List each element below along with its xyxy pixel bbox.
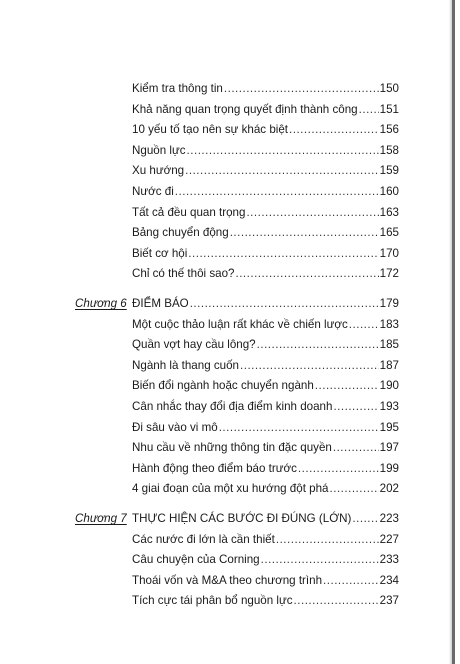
- dot-leader: [235, 265, 378, 283]
- section-entry: [132, 162, 399, 180]
- entry-title: Kiểm tra thông tin: [132, 82, 223, 95]
- dot-leader: [298, 460, 379, 478]
- entry-title: Đi sâu vào vi mô: [132, 420, 218, 434]
- dot-leader: [352, 510, 378, 528]
- dot-leader: [246, 204, 378, 222]
- entry-title: Tích cực tái phân bổ nguồn lực: [132, 594, 293, 607]
- section-entry: [132, 377, 399, 395]
- toc-row: [0, 295, 460, 313]
- entry-title: Nguồn lực: [132, 143, 186, 157]
- section-entry: [132, 80, 399, 98]
- page-number: 195: [379, 420, 399, 434]
- dot-leader: [240, 357, 379, 375]
- dot-leader: [185, 162, 379, 180]
- dot-leader: [230, 224, 379, 242]
- section-entry: [132, 121, 399, 139]
- section-entry: [132, 398, 399, 416]
- section-entry: [132, 357, 399, 375]
- entry-title: Bảng chuyển động: [132, 226, 229, 239]
- entry-title: Các nước đi lớn là cần thiết: [132, 532, 275, 546]
- entry-title: Biến đổi ngành hoặc chuyển ngành: [132, 379, 314, 392]
- toc-row: [0, 572, 460, 590]
- page-number: 227: [379, 532, 399, 546]
- entry-title: Cân nhắc thay đổi địa điểm kinh doanh: [132, 400, 333, 413]
- page-number: 183: [379, 317, 399, 331]
- dot-leader: [323, 572, 379, 590]
- dot-leader: [333, 398, 378, 416]
- section-entry: [132, 183, 399, 201]
- section-entry: [132, 101, 399, 119]
- page-number: 156: [379, 123, 399, 136]
- section-entry: [132, 439, 399, 457]
- entry-title: Ngành là thang cuốn: [132, 358, 240, 372]
- section-entry: [132, 551, 399, 569]
- dot-leader: [190, 295, 379, 313]
- page-number: 202: [379, 482, 399, 495]
- page-number: 237: [379, 594, 399, 607]
- toc-row: [0, 357, 460, 375]
- page-number: 187: [379, 358, 399, 372]
- toc-row: [0, 80, 460, 98]
- page-number: 159: [379, 164, 399, 177]
- page-number: 150: [379, 82, 399, 95]
- entry-title: Khả năng quan trọng quyết định thành công: [132, 102, 358, 116]
- toc-row: [0, 551, 460, 569]
- toc-row: [0, 460, 460, 478]
- section-entry: [132, 592, 399, 610]
- entry-title: THỰC HIỆN CÁC BƯỚC ĐI ĐÚNG (LỚN): [132, 512, 352, 525]
- entry-title: Thoái vốn và M&A theo chương trình: [132, 574, 323, 587]
- toc-row: [0, 419, 460, 437]
- page-number: 179: [379, 297, 399, 310]
- section-entry: [132, 336, 399, 354]
- page-number: 151: [379, 102, 399, 116]
- page-number: 170: [379, 246, 399, 260]
- toc-row: [0, 101, 460, 119]
- toc-row: [0, 510, 460, 528]
- section-entry: [132, 572, 399, 590]
- dot-leader: [257, 336, 379, 354]
- entry-title: Nhu cầu về những thông tin đặc quyền: [132, 441, 332, 454]
- toc-row: [0, 245, 460, 263]
- section-entry: [132, 265, 399, 283]
- page-number: 185: [379, 338, 399, 351]
- toc-row: [0, 204, 460, 222]
- toc-row: [0, 162, 460, 180]
- entry-title: 10 yếu tố tạo nên sự khác biệt: [132, 123, 289, 136]
- dot-leader: [187, 142, 379, 160]
- section-entry: [132, 480, 399, 498]
- toc-row: [0, 592, 460, 610]
- page-number: 234: [379, 574, 399, 587]
- page-number: 197: [379, 441, 399, 454]
- page-number: 165: [379, 226, 399, 239]
- toc-row: [0, 531, 460, 549]
- toc-row: [0, 439, 460, 457]
- page-number: 199: [379, 461, 399, 475]
- dot-leader: [188, 245, 378, 263]
- entry-title: ĐIỂM BÁO: [132, 297, 189, 310]
- chapter-label: Chương 7: [75, 512, 127, 525]
- toc-row: [0, 336, 460, 354]
- entry-title: Chỉ có thế thôi sao?: [132, 267, 235, 280]
- dot-leader: [294, 592, 379, 610]
- toc-row: [0, 142, 460, 160]
- toc-row: [0, 316, 460, 334]
- page-number: 160: [379, 185, 399, 198]
- toc-row: [0, 480, 460, 498]
- chapter-heading-entry: [132, 510, 399, 528]
- page-number: 193: [379, 400, 399, 413]
- dot-leader: [224, 80, 379, 98]
- entry-title: Nước đi: [132, 185, 174, 198]
- toc-row: [0, 377, 460, 395]
- page-number: 233: [379, 553, 399, 566]
- entry-title: Hành động theo điểm báo trước: [132, 461, 297, 475]
- page-number: 163: [379, 205, 399, 219]
- dot-leader: [349, 316, 379, 334]
- dot-leader: [330, 480, 379, 498]
- entry-title: Một cuộc thảo luận rất khác về chiến lược: [132, 317, 348, 331]
- entry-title: Câu chuyện của Corning: [132, 553, 260, 566]
- section-entry: [132, 142, 399, 160]
- dot-leader: [333, 439, 379, 457]
- toc-row: [0, 121, 460, 139]
- entry-title: Xu hướng: [132, 164, 185, 177]
- dot-leader: [219, 419, 379, 437]
- toc-row: [0, 398, 460, 416]
- dot-leader: [359, 101, 379, 119]
- entry-title: Tất cả đều quan trọng: [132, 205, 246, 219]
- dot-leader: [289, 121, 379, 139]
- entry-title: Biết cơ hội: [132, 246, 188, 260]
- entry-title: 4 giai đoạn của một xu hướng đột phá: [132, 482, 329, 495]
- page-number: 190: [379, 379, 399, 392]
- section-entry: [132, 531, 399, 549]
- section-entry: [132, 316, 399, 334]
- section-entry: [132, 204, 399, 222]
- dot-leader: [175, 183, 379, 201]
- page-number: 158: [379, 143, 399, 157]
- entry-title: Quần vợt hay cầu lông?: [132, 338, 256, 351]
- section-entry: [132, 460, 399, 478]
- section-entry: [132, 419, 399, 437]
- toc-row: [0, 265, 460, 283]
- dot-leader: [315, 377, 379, 395]
- dot-leader: [276, 531, 379, 549]
- page-number: 223: [379, 512, 399, 525]
- toc-row: [0, 183, 460, 201]
- section-entry: [132, 245, 399, 263]
- page-number: 172: [379, 267, 399, 280]
- chapter-label: Chương 6: [75, 297, 127, 310]
- section-entry: [132, 224, 399, 242]
- toc-row: [0, 224, 460, 242]
- chapter-heading-entry: [132, 295, 399, 313]
- dot-leader: [261, 551, 379, 569]
